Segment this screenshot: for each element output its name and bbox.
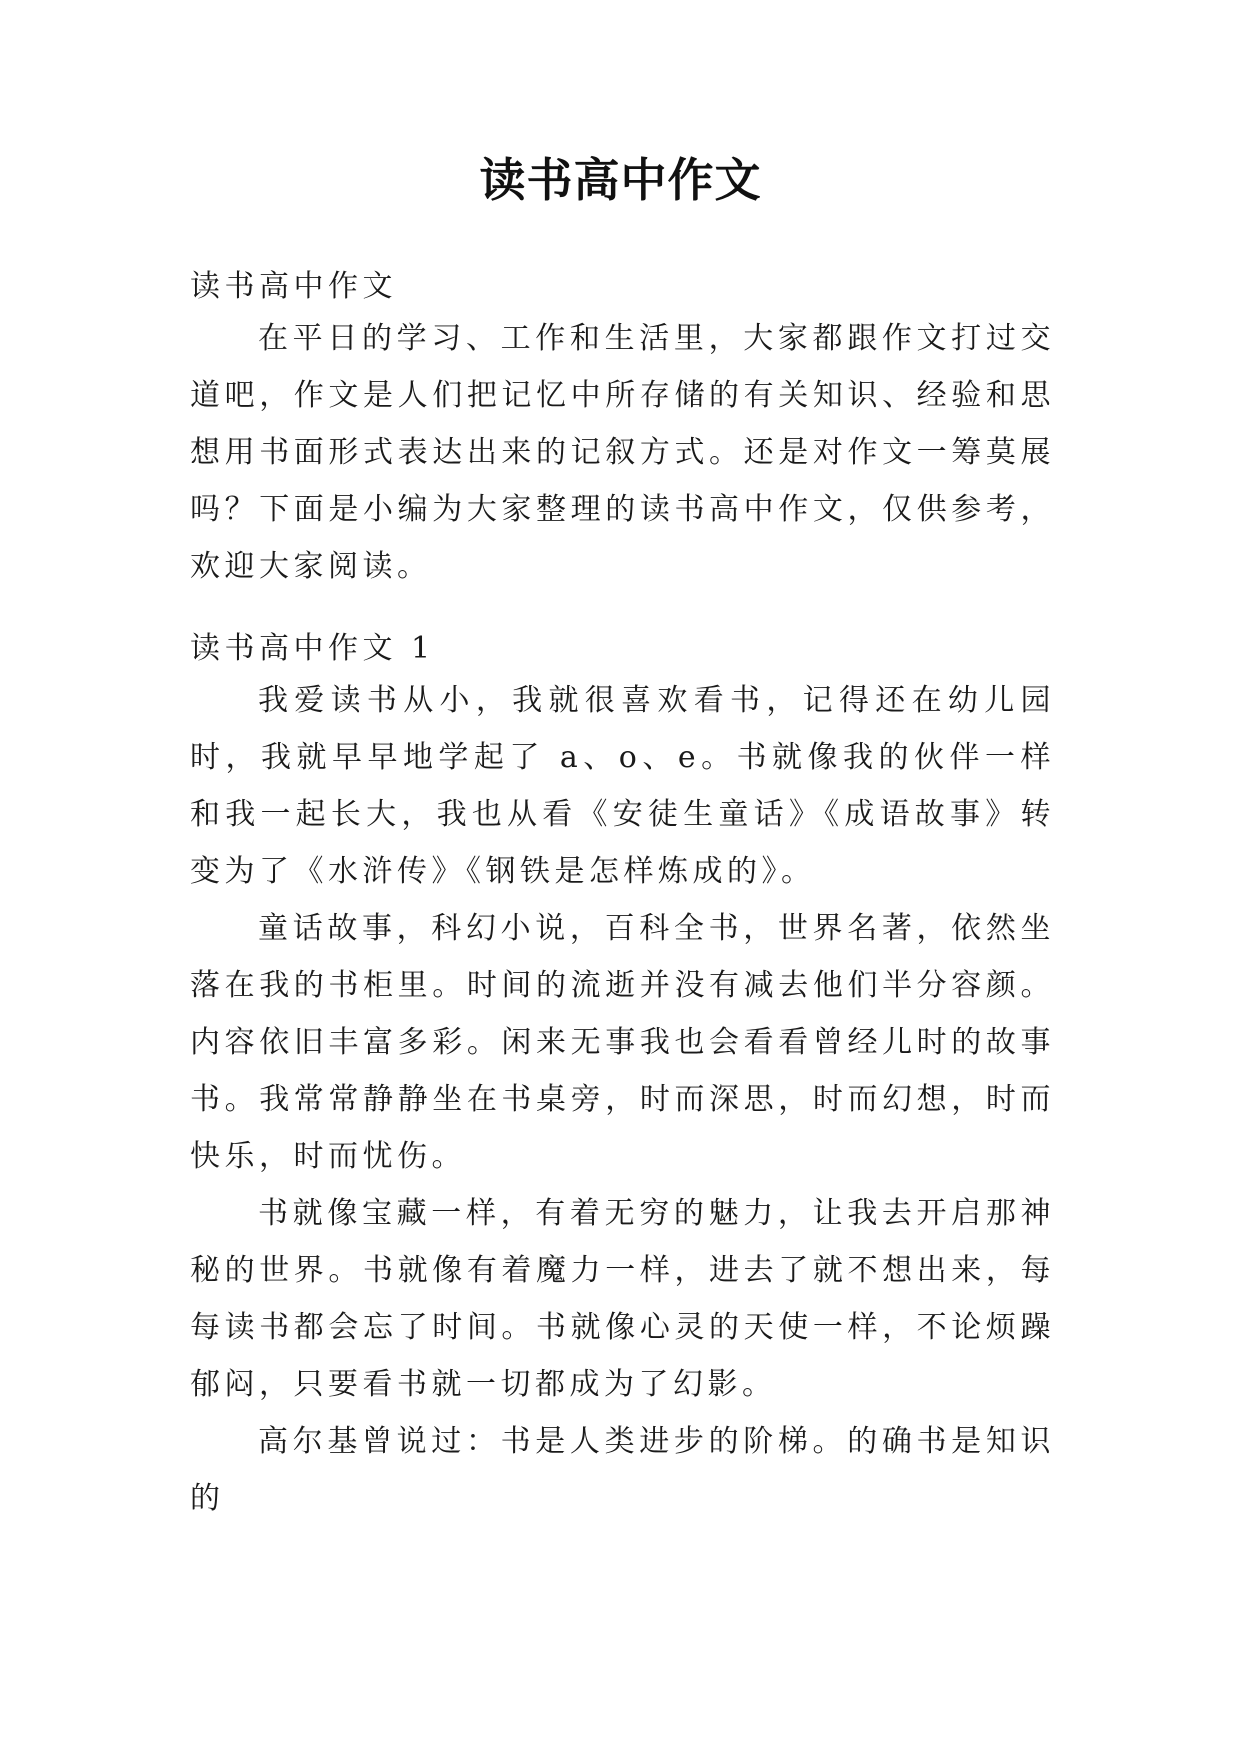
- essay-paragraph-1: 我爱读书从小，我就很喜欢看书，记得还在幼儿园时，我就早早地学起了 a、o、e。书就像我的伙伴一样和我一起长大，我也从看《安徒生童话》《成语故事》转变为了《水浒传》《钢铁是怎样炼成的》。: [190, 683, 1055, 889]
- essay-paragraph-3: 书就像宝藏一样，有着无穷的魅力，让我去开启那神秘的世界。书就像有着魔力一样，进去了就不想出来，每每读书都会忘了时间。书就像心灵的天使一样，不论烦躁郁闷，只要看书就一切都成为了幻影。: [190, 1196, 1055, 1402]
- essay-paragraph-4: 高尔基曾说过：书是人类进步的阶梯。的确书是知识的: [190, 1424, 1055, 1516]
- intro-paragraph: 在平日的学习、工作和生活里，大家都跟作文打过交道吧，作文是人们把记忆中所存储的有关知识、经验和思想用书面形式表达出来的记叙方式。还是对作文一筹莫展吗？下面是小编为大家整理的读书高中作文，仅供参考，欢迎大家阅读。: [190, 321, 1055, 584]
- document-title: 读书高中作文: [479, 153, 762, 207]
- essay-paragraph-2: 童话故事，科幻小说，百科全书，世界名著，依然坐落在我的书柜里。时间的流逝并没有减去他们半分容颜。内容依旧丰富多彩。闲来无事我也会看看曾经儿时的故事书。我常常静静坐在书桌旁，时而深思，时而幻想，时而快乐，时而忧伤。: [190, 911, 1055, 1174]
- essay-heading: 读书高中作文 1: [190, 631, 435, 666]
- intro-heading: 读书高中作文: [190, 269, 397, 304]
